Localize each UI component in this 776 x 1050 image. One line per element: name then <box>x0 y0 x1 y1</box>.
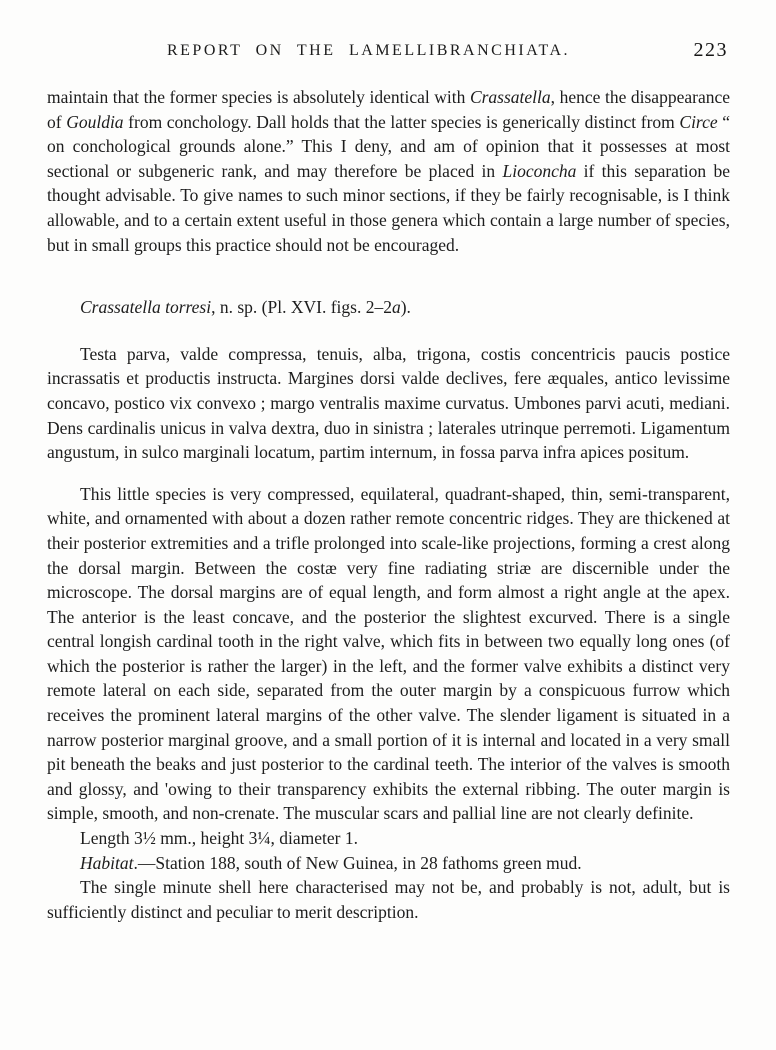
page-number: 223 <box>693 39 728 61</box>
italic-text: Habitat <box>80 852 134 873</box>
habitat-line: Habitat.—Station 188, south of New Guinea, in 28 fathoms green mud. <box>80 852 582 873</box>
italic-text: a <box>391 297 401 318</box>
measurements-line: Length 3½ mm., height 3¼, diameter 1. <box>80 828 359 849</box>
english-description-paragraph: This little species is very compressed, equilateral, quadrant-shaped, thin, semi-transparent, white, and ornamented with about a dozen rather remote concentric ridges. They are thickened at their posterior extremities and a trifle prolonged into scale-like projections, forming a crest along the dorsal margin. Between the costæ very fine radiating striæ are discernible under the microscope. The dorsal margins are of equal length, and form almost a right angle at the apex. The anterior is the least concave, and the posterior the slightest excurved. There is a single central longish cardinal tooth in the right valve, which fits in between two equally long ones (of which the posterior is rather the larger) in the left, and the former valve exhibits a distinct very remote lateral on each side, separated from the outer margin by a conspicuous furrow which receives the prominent lateral margins of the other valve. The slender ligament is situated in a narrow posterior marginal groove, and a small portion of it is internal and located in a very small pit beneath the beaks and just posterior to the cardinal teeth. The interior of the valves is smooth and glossy, and 'owing to their transparency exhibits the external ribbing. The outer margin is simple, smooth, and non-crenate. The muscular scars and pallial line are not clearly definite. <box>47 483 730 824</box>
italic-text: Crassatella torresi <box>80 297 212 318</box>
species-heading: Crassatella torresi, n. sp. (Pl. XVI. figs. 2–2a). <box>80 297 411 318</box>
page-body <box>47 85 730 924</box>
italic-text: Crassatella <box>469 87 551 107</box>
italic-text: Lioconcha <box>502 160 577 181</box>
italic-text: Gouldia <box>66 111 124 132</box>
paragraph-continuation: maintain that the former species is absolutely identical with Crassatella, hence the disappearance of Gouldia from conchology. Dall holds that the latter species is generically distinct from Circe “ on conchological grounds alone.” This I deny, and am of opinion that it possesses at most sectional or subgeneric rank, and may therefore be placed in Lioconcha if this separation be thought advisable. To give names to such minor sections, if they be fairly recognisable, is I think allowable, and to a certain extent useful in those genera which contain a large number of species, but in small groups this practice should not be encouraged. <box>47 87 730 255</box>
closing-remark-paragraph: The single minute shell here characterised may not be, and probably is not, adult, but is sufficiently distinct and peculiar to merit description. <box>47 877 730 922</box>
italic-text: Circe <box>679 111 718 132</box>
latin-diagnosis-paragraph: Testa parva, valde compressa, tenuis, alba, trigona, costis concentricis paucis postice incrassatis et productis instructa. Margines dorsi valde declives, fere æquales, antico levissime concavo, postico vix convexo ; margo ventralis maxime curvatus. Umbones parvi acuti, mediani. Dens cardinalis unicus in valva dextra, duo in sinistra ; laterales utrinque perremoti. Ligamentum angustum, in sulco marginali locatum, partim internum, in fossa parva infra apices positum. <box>47 343 730 463</box>
running-head-title: REPORT ON THE LAMELLIBRANCHIATA. <box>166 42 571 59</box>
running-header <box>47 39 730 66</box>
